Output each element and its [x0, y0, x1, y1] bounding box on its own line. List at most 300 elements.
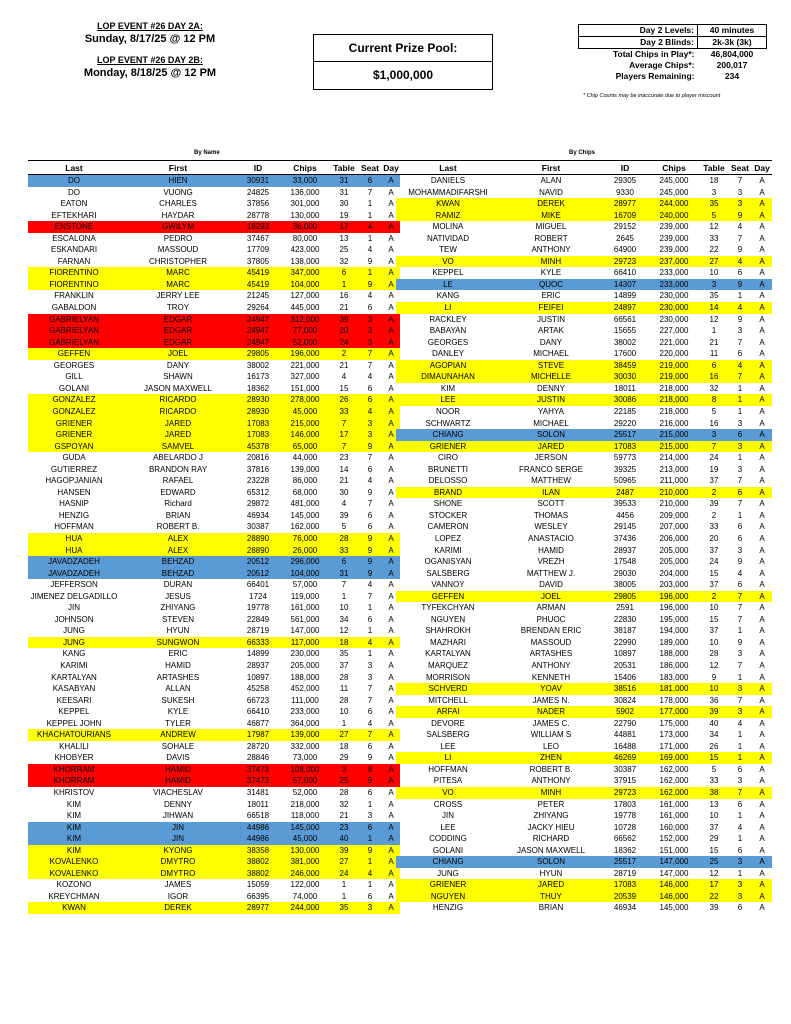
cell-table: 37	[709, 545, 719, 555]
cell-chips: 481,000	[290, 499, 320, 509]
cell-last: KANG	[436, 291, 460, 301]
cell-day: A	[752, 256, 772, 268]
player-row	[396, 868, 772, 880]
cell-table: 22	[709, 245, 719, 255]
cell-first: JUSTIN	[537, 314, 565, 324]
cell-day: A	[388, 453, 394, 463]
cell-table: 32	[709, 383, 719, 393]
cell-table: 25	[700, 856, 728, 868]
cell-id: 37436	[613, 533, 637, 543]
cell-day: A	[752, 891, 772, 903]
cell-id: 10897	[246, 672, 270, 682]
cell-first: ILAN	[500, 487, 602, 499]
cell-chips: 237,000	[648, 256, 700, 268]
cell-last: CHIANG	[396, 429, 500, 441]
cell-last: JIN	[442, 811, 454, 821]
cell-chips: 178,000	[659, 695, 689, 705]
cell-seat: 3	[358, 314, 382, 326]
cell-first: HYUN	[166, 626, 190, 636]
cell-last: JUNG	[63, 626, 85, 636]
cell-table: 1	[341, 891, 347, 901]
cell-table: 2	[711, 510, 717, 520]
cell-first: MIGUEL	[535, 222, 567, 232]
cell-first: DAVIS	[166, 753, 190, 763]
cell-last: SALSBERG	[426, 730, 470, 740]
cell-last: KANG	[62, 649, 86, 659]
cell-table: 5	[700, 210, 728, 222]
cell-first: DMYTRO	[120, 868, 236, 880]
player-row	[396, 452, 772, 464]
player-row	[28, 348, 400, 360]
cell-seat: 7	[367, 695, 373, 705]
cell-day: A	[759, 718, 765, 728]
cell-id: 25517	[602, 429, 648, 441]
cell-day: A	[382, 267, 400, 279]
column-header-first: First	[120, 161, 236, 175]
cell-id: 28930	[236, 394, 280, 406]
cell-seat: 9	[737, 245, 743, 255]
cell-seat: 7	[737, 614, 743, 624]
cell-last: PITESA	[433, 776, 463, 786]
player-row	[396, 556, 772, 568]
cell-chips: 204,000	[659, 568, 689, 578]
cell-first: TYLER	[165, 718, 191, 728]
cell-id: 28720	[246, 741, 270, 751]
cell-seat: 4	[367, 718, 373, 728]
player-row	[396, 775, 772, 787]
cell-last: CROSS	[433, 799, 463, 809]
cell-chips: 76,000	[280, 533, 330, 545]
cell-first: DENNY	[536, 383, 565, 393]
cell-day: A	[382, 845, 400, 857]
event-schedule	[40, 20, 260, 80]
player-row	[396, 856, 772, 868]
cell-table: 17	[330, 429, 358, 441]
cell-id: 66410	[613, 268, 637, 278]
cell-seat: 1	[737, 730, 743, 740]
cell-table: 1	[341, 718, 347, 728]
stat-row	[579, 71, 767, 82]
cell-seat: 1	[737, 811, 743, 821]
cell-first: Richard	[164, 499, 192, 509]
player-row	[396, 417, 772, 429]
by-name-label: By Name	[194, 150, 220, 156]
cell-last: EFTEKHARI	[51, 210, 97, 220]
cell-chips: 205,000	[290, 660, 320, 670]
cell-table: 15	[339, 383, 349, 393]
cell-table: 39	[339, 510, 349, 520]
cell-table: 28	[330, 533, 358, 545]
cell-last: TEW	[439, 245, 457, 255]
cell-day: A	[759, 614, 765, 624]
cell-day: A	[388, 591, 394, 601]
cell-id: 28778	[246, 210, 270, 220]
cell-seat: 1	[367, 880, 373, 890]
cell-chips: 233,000	[648, 279, 700, 291]
cell-last: CODDING	[429, 834, 467, 844]
cell-id: 37473	[236, 764, 280, 776]
cell-chips: 219,000	[648, 371, 700, 383]
cell-chips: 561,000	[290, 614, 320, 624]
cell-id: 38802	[236, 856, 280, 868]
cell-first: ALAN	[540, 176, 562, 186]
cell-seat: 1	[737, 291, 743, 301]
column-header-chips: Chips	[648, 161, 700, 175]
cell-first: BRIAN	[538, 903, 564, 913]
cell-day: A	[759, 545, 765, 555]
stat-value: 46,804,000	[710, 49, 754, 59]
cell-chips: 239,000	[659, 233, 689, 243]
cell-day: A	[388, 684, 394, 694]
cell-chips: 111,000	[291, 695, 319, 705]
cell-first: JAMES	[164, 880, 192, 890]
cell-id: 44986	[236, 833, 280, 845]
cell-last: FIORENTINO	[28, 279, 120, 291]
cell-last: RACKLEY	[429, 314, 467, 324]
cell-seat: 3	[358, 337, 382, 349]
cell-table: 19	[709, 464, 719, 474]
cell-id: 17803	[613, 799, 637, 809]
cell-seat: 9	[367, 256, 373, 266]
cell-id: 16709	[602, 210, 648, 222]
cell-seat: 3	[728, 879, 752, 891]
cell-table: 16	[700, 371, 728, 383]
cell-day: A	[752, 683, 772, 695]
cell-id: 46934	[246, 510, 270, 520]
cell-table: 24	[330, 868, 358, 880]
cell-id: 22185	[613, 406, 637, 416]
cell-chips: 161,000	[659, 811, 689, 821]
cell-id: 50965	[613, 476, 637, 486]
cell-id: 2591	[616, 603, 634, 613]
cell-seat: 1	[737, 406, 743, 416]
cell-table: 2	[700, 591, 728, 603]
cell-table: 18	[709, 176, 719, 186]
cell-id: 45258	[246, 684, 270, 694]
cell-id: 20512	[236, 568, 280, 580]
player-row	[28, 602, 400, 614]
cell-first: ANTHONY	[531, 776, 571, 786]
player-row	[28, 845, 400, 857]
cell-seat: 6	[367, 383, 373, 393]
cell-chips: 195,000	[659, 614, 689, 624]
cell-day: A	[388, 360, 394, 370]
cell-first: JERSON	[534, 453, 568, 463]
cell-id: 15059	[246, 880, 270, 890]
cell-day: A	[752, 429, 772, 441]
cell-chips: 68,000	[292, 487, 318, 497]
cell-first: DMYTRO	[120, 856, 236, 868]
cell-first: MICHAEL	[533, 349, 569, 359]
cell-day: A	[759, 337, 765, 347]
tournament-stats	[578, 24, 767, 82]
cell-day: A	[388, 464, 394, 474]
cell-day: A	[759, 464, 765, 474]
cell-day: A	[759, 418, 765, 428]
cell-id: 1724	[249, 591, 267, 601]
cell-first: FRANCO SERGE	[518, 464, 583, 474]
cell-day: A	[759, 291, 765, 301]
cell-day: A	[382, 417, 400, 429]
stat-label: Average Chips*:	[629, 60, 695, 70]
player-row	[28, 210, 400, 222]
cell-day: A	[382, 175, 400, 187]
player-row	[396, 521, 772, 533]
cell-last: JUNG	[437, 868, 459, 878]
cell-day: A	[382, 637, 400, 649]
cell-chips: 209,000	[659, 510, 689, 520]
cell-first: MINH	[500, 256, 602, 268]
player-row	[28, 764, 400, 776]
player-row	[28, 775, 400, 787]
player-row	[28, 521, 400, 533]
cell-first: ZHEN	[500, 752, 602, 764]
cell-seat: 3	[358, 417, 382, 429]
cell-table: 37	[709, 580, 719, 590]
cell-table: 31	[330, 175, 358, 187]
player-row	[396, 394, 772, 406]
player-row	[396, 845, 772, 857]
cell-last: KREYCHMAN	[48, 891, 100, 901]
cell-day: A	[752, 210, 772, 222]
player-row	[28, 383, 400, 395]
cell-seat: 9	[358, 845, 382, 857]
cell-table: 33	[709, 233, 719, 243]
cell-day: A	[759, 349, 765, 359]
cell-id: 30387	[613, 764, 637, 774]
cell-chips: 196,000	[659, 603, 689, 613]
cell-seat: 9	[367, 753, 373, 763]
cell-last: KWAN	[396, 198, 500, 210]
player-row	[28, 429, 400, 441]
cell-first: PETER	[537, 799, 565, 809]
player-row	[28, 325, 400, 337]
cell-day: A	[759, 187, 765, 197]
cell-day: A	[759, 903, 765, 913]
cell-last: KHRISTOV	[53, 788, 95, 797]
cell-table: 27	[330, 729, 358, 741]
cell-first: MARC	[120, 279, 236, 291]
cell-seat: 6	[737, 522, 743, 532]
cell-seat: 3	[728, 198, 752, 210]
cell-table: 10	[709, 637, 719, 647]
cell-last: KARIMI	[434, 545, 462, 555]
player-row	[28, 556, 400, 568]
cell-last: SHONE	[433, 499, 463, 509]
cell-first: ROBERT B.	[529, 764, 573, 774]
cell-chips: 230,000	[659, 291, 689, 301]
cell-chips: 218,000	[290, 799, 320, 809]
cell-first: KENNETH	[531, 672, 571, 682]
column-header-id: ID	[236, 161, 280, 175]
cell-id: 44986	[236, 822, 280, 834]
cell-seat: 9	[367, 487, 373, 497]
cell-first: JIN	[120, 822, 236, 834]
cell-table: 18	[330, 637, 358, 649]
cell-day: A	[759, 845, 765, 855]
player-row	[28, 475, 400, 487]
event-a-title: LOP EVENT #26 DAY 2A:	[97, 21, 203, 31]
cell-first: IGOR	[167, 891, 189, 901]
cell-first: ALEX	[120, 533, 236, 545]
cell-table: 21	[339, 811, 349, 821]
cell-chips: 151,000	[290, 383, 320, 393]
cell-id: 66561	[613, 314, 637, 324]
player-row	[396, 683, 772, 695]
cell-table: 27	[330, 856, 358, 868]
cell-table: 33	[709, 522, 719, 532]
cell-table: 35	[709, 291, 719, 301]
cell-id: 30030	[602, 371, 648, 383]
cell-day: A	[759, 741, 765, 751]
cell-last: MAZHARI	[430, 637, 466, 647]
cell-day: A	[759, 822, 765, 832]
cell-first: BRIAN	[165, 510, 191, 520]
cell-day: A	[388, 499, 394, 509]
cell-seat: 4	[737, 222, 743, 232]
cell-last: BABAYAN	[429, 326, 467, 336]
cell-id: 14899	[246, 649, 270, 659]
cell-table: 15	[709, 614, 719, 624]
cell-day: A	[388, 753, 394, 763]
cell-last: KOZONO	[56, 880, 92, 890]
cell-last: ESKANDARI	[50, 245, 98, 255]
cell-id: 18011	[247, 799, 269, 809]
cell-table: 6	[330, 267, 358, 279]
cell-chips: 80,000	[292, 233, 318, 243]
cell-chips: 162,000	[659, 764, 689, 774]
cell-table: 29	[709, 834, 719, 844]
cell-id: 37915	[613, 776, 637, 786]
cell-chips: 233,000	[290, 707, 320, 717]
cell-day: A	[382, 902, 400, 914]
cell-table: 29	[339, 753, 349, 763]
cell-chips: 194,000	[659, 626, 689, 636]
cell-first: CHRISTOPHER	[148, 256, 208, 266]
cell-chips: 127,000	[290, 291, 320, 301]
cell-seat: 1	[367, 649, 373, 659]
stat-label: Total Chips in Play*:	[612, 49, 695, 59]
cell-table: 33	[330, 545, 358, 557]
cell-id: 28977	[602, 198, 648, 210]
cell-first: WESLEY	[534, 522, 568, 532]
cell-last: LI	[396, 302, 500, 314]
player-row	[396, 371, 772, 383]
cell-seat: 9	[728, 279, 752, 291]
cell-seat: 7	[358, 729, 382, 741]
cell-day: A	[759, 222, 765, 232]
cell-first: VUONG	[163, 187, 193, 197]
cell-table: 27	[700, 256, 728, 268]
player-row	[396, 695, 772, 707]
cell-seat: 6	[367, 788, 373, 797]
player-row	[396, 591, 772, 603]
player-row	[396, 487, 772, 499]
cell-id: 24947	[236, 314, 280, 326]
cell-chips: 130,000	[280, 845, 330, 857]
cell-chips: 244,000	[648, 198, 700, 210]
cell-chips: 104,000	[280, 568, 330, 580]
cell-seat: 7	[367, 187, 373, 197]
cell-first: YAHYA	[538, 406, 564, 416]
cell-day: A	[759, 730, 765, 740]
player-row	[28, 256, 400, 268]
cell-seat: 1	[728, 394, 752, 406]
cell-table: 13	[339, 233, 349, 243]
cell-last: VO	[396, 256, 500, 268]
cell-last: LE	[396, 279, 500, 291]
cell-seat: 3	[737, 418, 743, 428]
cell-last: JEFFERSON	[50, 580, 98, 590]
column-header-day: Day	[752, 161, 772, 175]
cell-id: 29723	[602, 256, 648, 268]
cell-chips: 239,000	[659, 245, 689, 255]
player-row	[396, 510, 772, 522]
cell-day: A	[759, 764, 765, 774]
cell-day: A	[388, 476, 394, 486]
cell-table: 12	[709, 660, 719, 670]
cell-id: 17083	[602, 441, 648, 453]
cell-chips: 146,000	[648, 879, 700, 891]
cell-id: 22990	[613, 637, 637, 647]
cell-day: A	[752, 371, 772, 383]
cell-seat: 9	[737, 557, 743, 567]
cell-day: A	[759, 834, 765, 844]
cell-day: A	[388, 718, 394, 728]
cell-id: 22790	[613, 718, 637, 728]
cell-table: 17	[700, 879, 728, 891]
player-row	[396, 256, 772, 268]
player-row	[396, 879, 772, 891]
stat-value: 200,017	[716, 60, 748, 70]
cell-first: CHARLES	[159, 199, 197, 209]
cell-day: A	[388, 891, 394, 901]
cell-last: GRIENER	[28, 417, 120, 429]
cell-first: DANY	[166, 360, 190, 370]
cell-day: A	[752, 441, 772, 453]
cell-first: HAMID	[165, 660, 191, 670]
player-row	[28, 244, 400, 256]
stat-label: Players Remaining:	[615, 71, 695, 81]
cell-last: LEE	[440, 822, 456, 832]
cell-last: GABRIELYAN	[28, 337, 120, 349]
cell-chips: 221,000	[290, 360, 320, 370]
cell-first: MICHELLE	[500, 371, 602, 383]
cell-seat: 6	[367, 510, 373, 520]
cell-id: 16488	[613, 741, 637, 751]
column-header-day: Day	[383, 162, 399, 173]
cell-chips: 26,000	[280, 545, 330, 557]
cell-first: HAMID	[120, 775, 236, 787]
cell-chips: 171,000	[659, 741, 689, 751]
cell-first: RICARDO	[120, 394, 236, 406]
cell-table: 11	[709, 349, 719, 359]
column-header-first: First	[500, 161, 602, 175]
cell-first: ARTASHES	[156, 672, 200, 682]
cell-id: 18011	[614, 383, 636, 393]
cell-seat: 7	[737, 660, 743, 670]
cell-last: KIM	[28, 833, 120, 845]
cell-first: PEDRO	[163, 233, 193, 243]
event-b-title: LOP EVENT #26 DAY 2B:	[97, 55, 203, 65]
cell-day: A	[759, 453, 765, 463]
cell-id: 29872	[246, 499, 270, 509]
cell-table: 31	[339, 187, 349, 197]
player-row	[396, 325, 772, 337]
cell-last: GABALDON	[51, 303, 97, 313]
cell-seat: 6	[728, 429, 752, 441]
cell-id: 19778	[246, 603, 270, 613]
